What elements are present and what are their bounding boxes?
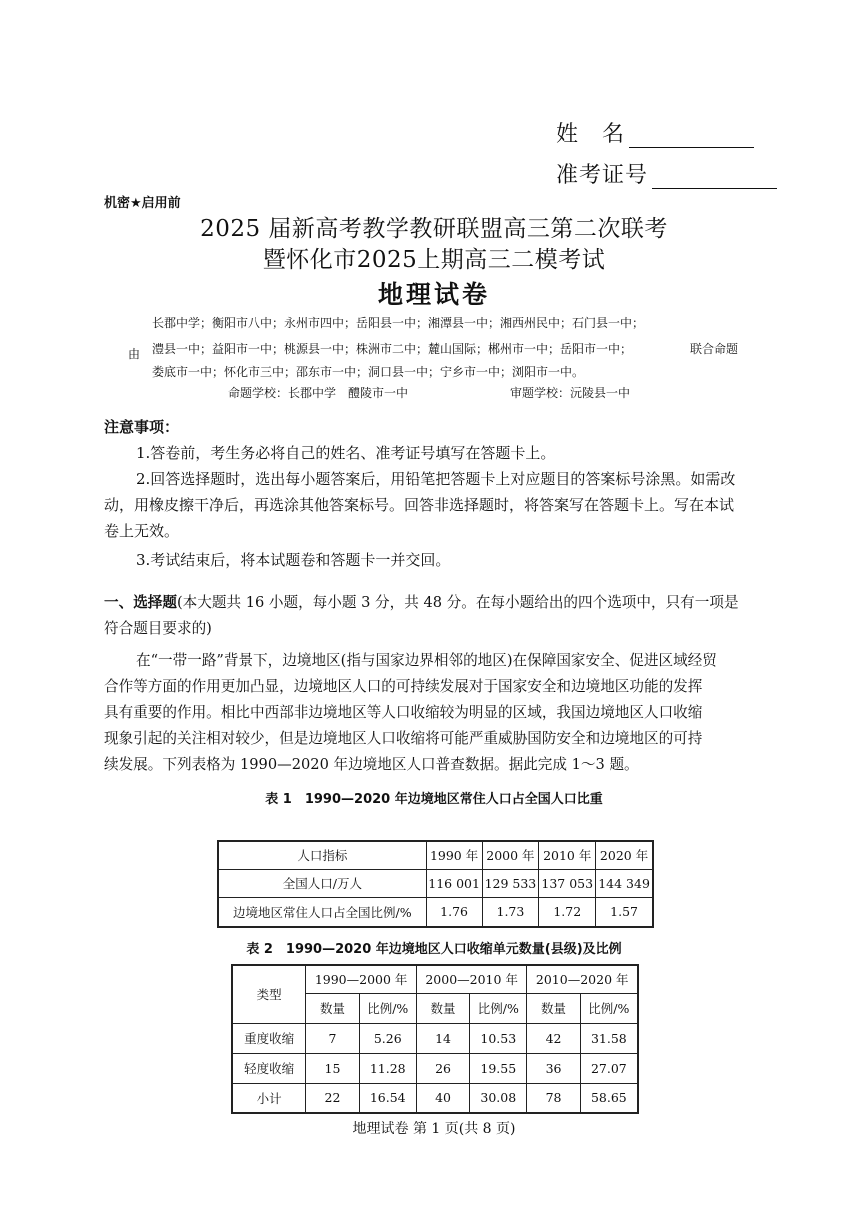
table-cell: 1.76 — [426, 897, 482, 927]
secret-mark: 机密★启用前 — [104, 196, 181, 211]
table1-caption: 表 1 1990—2020 年边境地区常住人口占全国人口比重 — [265, 792, 603, 807]
notice-item-2-line-3: 卷上无效。 — [104, 522, 180, 540]
table-cell: 边境地区常住人口占全国比例/% — [218, 897, 426, 927]
passage-line-5: 续发展。下列表格为 1990—2020 年边境地区人口普查数据。据此完成 1～3 题。 — [104, 756, 639, 773]
table-cell: 137 053 — [539, 869, 596, 897]
exam-id-field — [556, 158, 777, 189]
table-cell: 31.58 — [580, 1023, 638, 1053]
table2-period-row — [232, 965, 638, 993]
table-cell: 129 533 — [482, 869, 539, 897]
table-cell: 19.55 — [470, 1053, 527, 1083]
table-cell: 10.53 — [470, 1023, 527, 1053]
table-row — [232, 1053, 638, 1083]
table-cell: 78 — [527, 1083, 580, 1113]
table-cell: 26 — [416, 1053, 469, 1083]
exam-id-label: 准考证号 — [556, 163, 649, 188]
schools-left-word: 由 — [128, 347, 141, 361]
title-line-2: 暨怀化市2025上期高三二模考试 — [262, 247, 606, 273]
table-header-cell: 比例/% — [359, 993, 416, 1023]
title-line-1: 2025 届新高考教学教研联盟高三第二次联考 — [200, 216, 668, 242]
page-footer: 地理试卷 第 1 页(共 8 页) — [352, 1121, 516, 1137]
subject-title: 地理试卷 — [377, 280, 490, 309]
table-header-cell: 人口指标 — [218, 841, 426, 869]
schools-line-3: 娄底市一中；怀化市三中；邵东市一中；洞口县一中；宁乡市一中；浏阳市一中。 — [152, 365, 585, 379]
table-cell: 7 — [306, 1023, 359, 1053]
table-row — [232, 1083, 638, 1113]
table-cell: 1.73 — [482, 897, 539, 927]
exam-id-blank — [652, 168, 777, 189]
name-field — [556, 117, 754, 148]
notice-item-2-line-2: 动，用橡皮擦干净后，再选涂其他答案标号。回答非选择题时，将答案写在答题卡上。写在本试 — [104, 496, 735, 514]
table-cell: 1.72 — [539, 897, 596, 927]
table1-header-row — [218, 841, 653, 869]
table-header-cell: 2010—2020 年 — [527, 965, 638, 993]
notice-item-2-line-1: 2.回答选择题时，选出每小题答案后，用铅笔把答题卡上对应题目的答案标号涂黑。如需改 — [136, 470, 736, 488]
table1 — [217, 840, 654, 928]
table-header-cell: 数量 — [306, 993, 359, 1023]
table-header-cell: 2020 年 — [596, 841, 653, 869]
table-cell: 重度收缩 — [232, 1023, 306, 1053]
table-cell: 5.26 — [359, 1023, 416, 1053]
table-row — [232, 1023, 638, 1053]
schools-line-1: 长郡中学；衡阳市八中；永州市四中；岳阳县一中；湘潭县一中；湘西州民中；石门县一中； — [152, 316, 645, 330]
table-header-cell: 比例/% — [580, 993, 638, 1023]
table-cell: 全国人口/万人 — [218, 869, 426, 897]
section-heading-label: 一、选择题 — [104, 594, 177, 611]
table-header-cell: 数量 — [416, 993, 469, 1023]
passage-line-3: 具有重要的作用。相比中西部非边境地区等人口收缩较为明显的区域，我国边境地区人口收缩 — [104, 704, 703, 721]
table-cell: 1.57 — [596, 897, 653, 927]
table-cell: 27.07 — [580, 1053, 638, 1083]
name-blank — [629, 127, 754, 148]
table-cell: 22 — [306, 1083, 359, 1113]
reviewer-schools: 审题学校：沅陵县一中 — [510, 386, 631, 400]
table2-caption: 表 2 1990—2020 年边境地区人口收缩单元数量(县级)及比例 — [246, 942, 622, 957]
proposer-schools: 命题学校：长郡中学 醴陵市一中 — [228, 386, 409, 400]
table-header-cell: 2000—2010 年 — [416, 965, 527, 993]
table-cell: 11.28 — [359, 1053, 416, 1083]
passage-line-1: 在“一带一路”背景下，边境地区(指与国家边界相邻的地区)在保障国家安全、促进区域经贸 — [136, 652, 717, 669]
section-heading — [104, 590, 739, 616]
table-cell: 14 — [416, 1023, 469, 1053]
schools-line-2: 澧县一中；益阳市一中；桃源县一中；株洲市二中；麓山国际；郴州市一中；岳阳市一中； — [152, 342, 633, 356]
notice-item-3: 3.考试结束后，将本试题卷和答题卡一并交回。 — [136, 551, 451, 569]
table-header-cell: 2010 年 — [539, 841, 596, 869]
table-header-cell: 1990—2000 年 — [306, 965, 417, 993]
table-cell: 15 — [306, 1053, 359, 1083]
table-header-cell: 类型 — [232, 965, 306, 1023]
table-header-cell: 比例/% — [470, 993, 527, 1023]
name-label: 姓 名 — [556, 122, 626, 147]
table-header-cell: 数量 — [527, 993, 580, 1023]
table-cell: 16.54 — [359, 1083, 416, 1113]
notice-heading: 注意事项： — [104, 418, 180, 436]
table2 — [231, 964, 639, 1114]
table-cell: 36 — [527, 1053, 580, 1083]
table-cell: 轻度收缩 — [232, 1053, 306, 1083]
table-header-cell: 2000 年 — [482, 841, 539, 869]
schools-right-word: 联合命题 — [690, 342, 739, 356]
notice-item-1: 1.答卷前，考生务必将自己的姓名、准考证号填写在答题卡上。 — [136, 444, 556, 462]
table-cell: 42 — [527, 1023, 580, 1053]
table-cell: 40 — [416, 1083, 469, 1113]
table-header-cell: 1990 年 — [426, 841, 482, 869]
table-cell: 144 349 — [596, 869, 653, 897]
table-cell: 116 001 — [426, 869, 482, 897]
table-cell: 30.08 — [470, 1083, 527, 1113]
section-heading-instructions: (本大题共 16 小题，每小题 3 分，共 48 分。在每小题给出的四个选项中，只有一项是 — [176, 594, 739, 611]
passage-line-2: 合作等方面的作用更加凸显，边境地区人口的可持续发展对于国家安全和边境地区功能的发挥 — [104, 678, 703, 695]
table-row — [218, 869, 653, 897]
section-heading-line-2: 符合题目要求的) — [104, 620, 212, 637]
table-row — [218, 897, 653, 927]
table-cell: 58.65 — [580, 1083, 638, 1113]
passage-line-4: 现象引起的关注相对较少，但是边境地区人口收缩将可能严重威胁国防安全和边境地区的可持 — [104, 730, 703, 747]
table-cell: 小计 — [232, 1083, 306, 1113]
